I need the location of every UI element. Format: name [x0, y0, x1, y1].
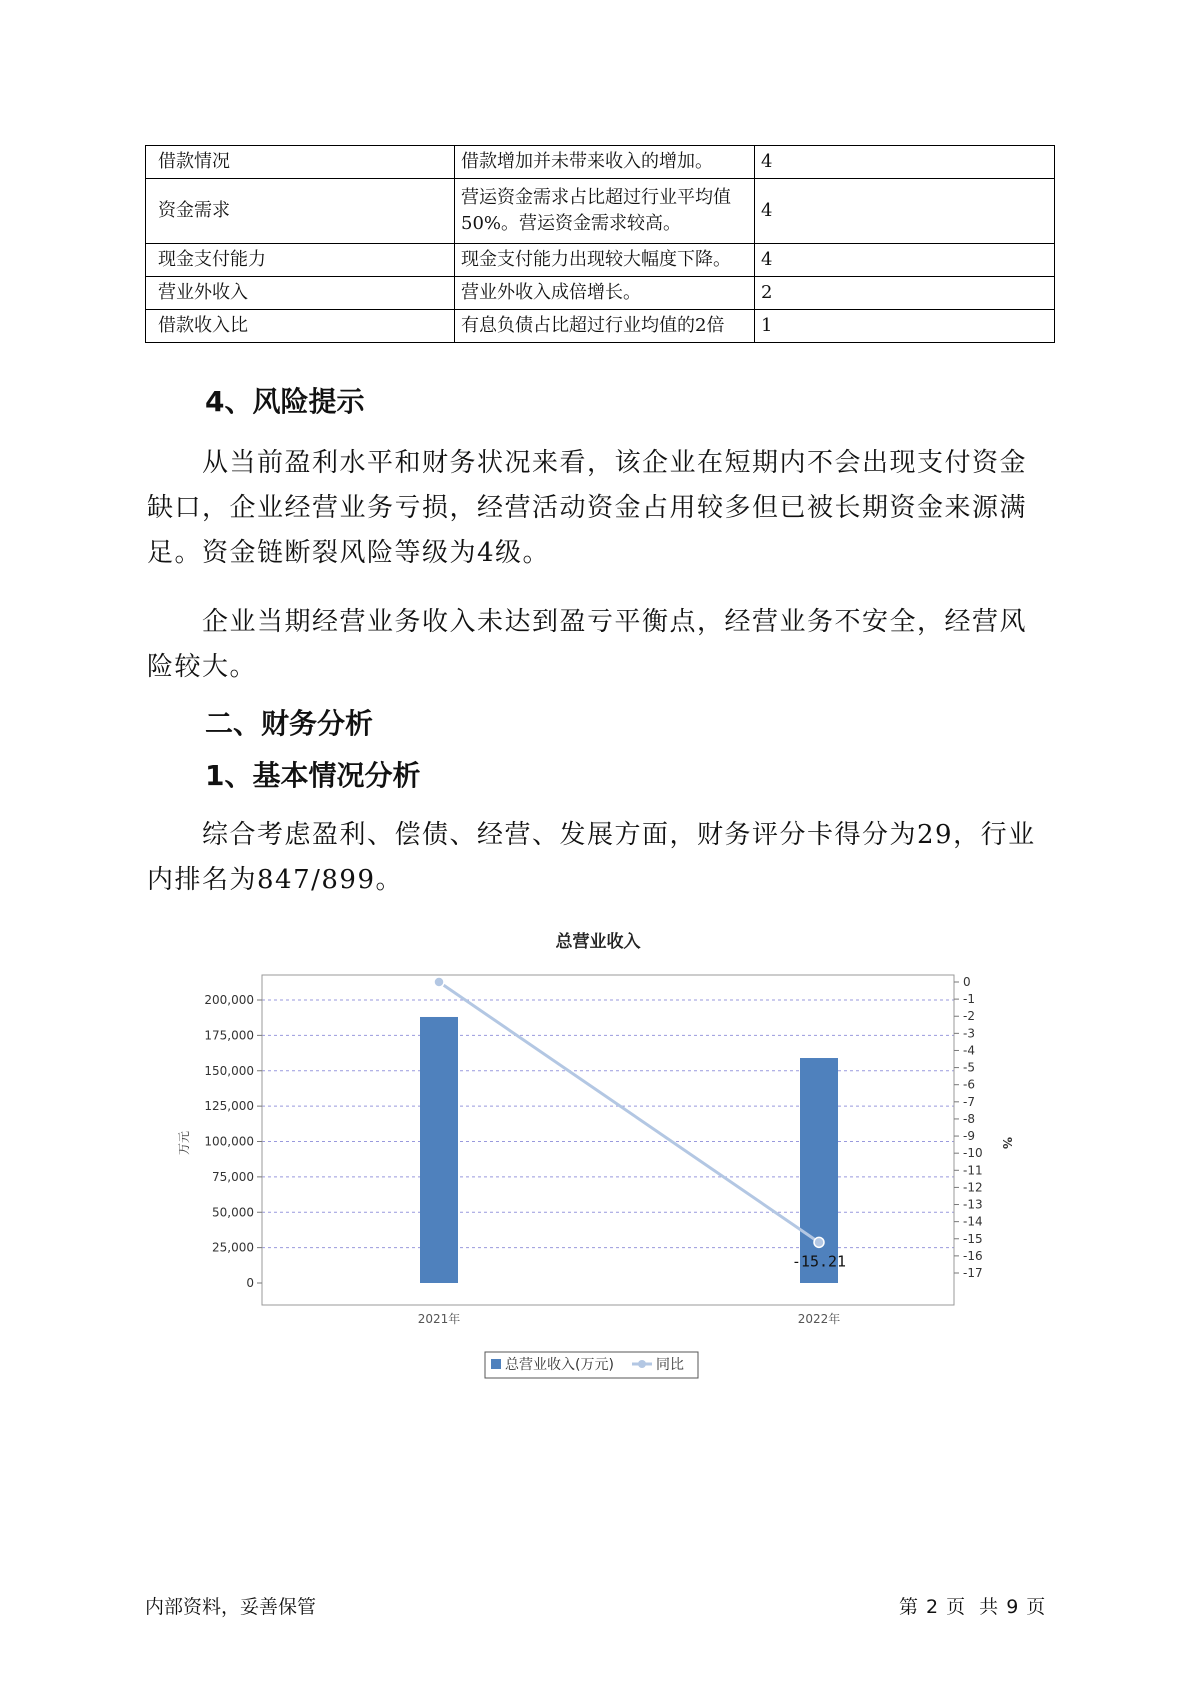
revenue-chart	[175, 925, 1035, 1385]
risk-desc: 营运资金需求占比超过行业平均值50%。营运资金需求较高。	[455, 179, 755, 244]
risk-paragraph-1: 从当前盈利水平和财务状况来看，该企业在短期内不会出现支付资金缺口，企业经营业务亏损，经营活动资金占用较多但已被长期资金来源满足。资金链断裂风险等级为4级。	[147, 448, 1028, 568]
table-row	[146, 179, 1055, 244]
risk-score: 2	[755, 277, 1055, 310]
risk-score: 4	[755, 146, 1055, 179]
y2-tick-label: -1	[963, 992, 975, 1007]
chart-bars	[420, 1017, 838, 1283]
y2-tick-label: -17	[963, 1266, 983, 1280]
footer-confidential: 内部资料，妥善保管	[145, 1596, 317, 1618]
y-tick-label: 150,000	[204, 1063, 254, 1078]
y2-tick-label: -11	[963, 1163, 983, 1178]
legend-label: 总营业收入(万元)	[505, 1357, 614, 1373]
y2-tick-label: -8	[963, 1111, 975, 1126]
y-axis-label: 万元	[177, 1130, 191, 1156]
y2-tick-label: -13	[963, 1197, 983, 1212]
line-series-tongbi	[439, 982, 819, 1242]
x-tick-label: 2022年	[797, 1312, 841, 1326]
page-total: 9	[1006, 1596, 1019, 1618]
y2-tick-label: 0	[963, 975, 971, 989]
y2-tick-label: -9	[963, 1129, 975, 1144]
page-number	[895, 1592, 1049, 1619]
x-axis-ticks	[418, 1311, 841, 1326]
risk-desc: 借款增加并未带来收入的增加。	[455, 146, 755, 179]
y-tick-label: 100,000	[204, 1134, 254, 1149]
y2-tick-label: -2	[963, 1009, 975, 1024]
page-prefix: 第	[899, 1596, 919, 1618]
table-row	[146, 146, 1055, 179]
chart-legend	[485, 1352, 698, 1378]
risk-table	[145, 145, 1055, 343]
y2-tick-label: -15	[963, 1231, 983, 1246]
plot-area	[262, 975, 954, 1305]
y2-axis-label: %	[1000, 1136, 1014, 1150]
y2-tick-label: -5	[963, 1060, 975, 1075]
table-row	[146, 310, 1055, 343]
y2-tick-label: -7	[963, 1094, 975, 1109]
risk-item: 现金支付能力	[146, 244, 455, 277]
chart-gridlines	[262, 1000, 954, 1248]
risk-paragraph-2: 企业当期经营业务收入未达到盈亏平衡点，经营业务不安全，经营风险较大。	[147, 607, 1028, 682]
y-tick-label: 175,000	[204, 1028, 254, 1043]
y2-tick-label: -10	[963, 1146, 983, 1161]
risk-score: 1	[755, 310, 1055, 343]
x-tick-label: 2021年	[417, 1312, 461, 1326]
data-label: -15.21	[791, 1252, 847, 1271]
risk-item: 资金需求	[146, 179, 455, 244]
risk-item: 借款情况	[146, 146, 455, 179]
legend-swatch-point	[638, 1360, 646, 1368]
risk-desc: 现金支付能力出现较大幅度下降。	[455, 244, 755, 277]
line-point	[814, 1237, 824, 1247]
risk-section-heading: 4、风险提示	[205, 385, 365, 418]
total-prefix: 共	[979, 1596, 999, 1618]
y2-tick-label: -12	[963, 1180, 983, 1195]
y2-tick-label: -3	[963, 1026, 975, 1041]
bar-2022年	[800, 1058, 838, 1283]
page-mid: 页	[946, 1596, 966, 1618]
table-row	[146, 244, 1055, 277]
risk-score: 4	[755, 244, 1055, 277]
y-tick-label: 50,000	[212, 1205, 254, 1220]
y-tick-label: 0	[246, 1276, 254, 1290]
risk-desc: 营业外收入成倍增长。	[455, 277, 755, 310]
line-point	[434, 977, 444, 987]
y-tick-label: 125,000	[204, 1099, 254, 1114]
finance-section-heading: 二、财务分析	[205, 707, 374, 740]
total-suffix: 页	[1026, 1596, 1046, 1618]
risk-item: 借款收入比	[146, 310, 455, 343]
chart-title: 总营业收入	[555, 932, 641, 952]
y-tick-label: 200,000	[204, 993, 254, 1007]
basic-analysis-paragraph: 综合考虑盈利、偿债、经营、发展方面，财务评分卡得分为29，行业内排名为847/899。	[147, 820, 1036, 895]
y2-tick-label: -4	[963, 1043, 975, 1058]
risk-score: 4	[755, 179, 1055, 244]
y-tick-label: 25,000	[212, 1240, 254, 1255]
y2-tick-label: -6	[963, 1077, 975, 1092]
risk-item: 营业外收入	[146, 277, 455, 310]
y-axis-ticks	[204, 993, 262, 1290]
risk-desc: 有息负债占比超过行业均值的2倍	[455, 310, 755, 343]
chart-line	[434, 977, 846, 1270]
y2-axis-ticks	[954, 975, 983, 1280]
y2-tick-label: -16	[963, 1248, 983, 1263]
y-tick-label: 75,000	[212, 1169, 254, 1184]
bar-2021年	[420, 1017, 458, 1283]
legend-label: 同比	[656, 1357, 684, 1373]
page-current: 2	[926, 1596, 939, 1618]
basic-analysis-heading: 1、基本情况分析	[205, 759, 421, 792]
table-row	[146, 277, 1055, 310]
y2-tick-label: -14	[963, 1214, 983, 1229]
legend-swatch-bar	[491, 1359, 501, 1369]
